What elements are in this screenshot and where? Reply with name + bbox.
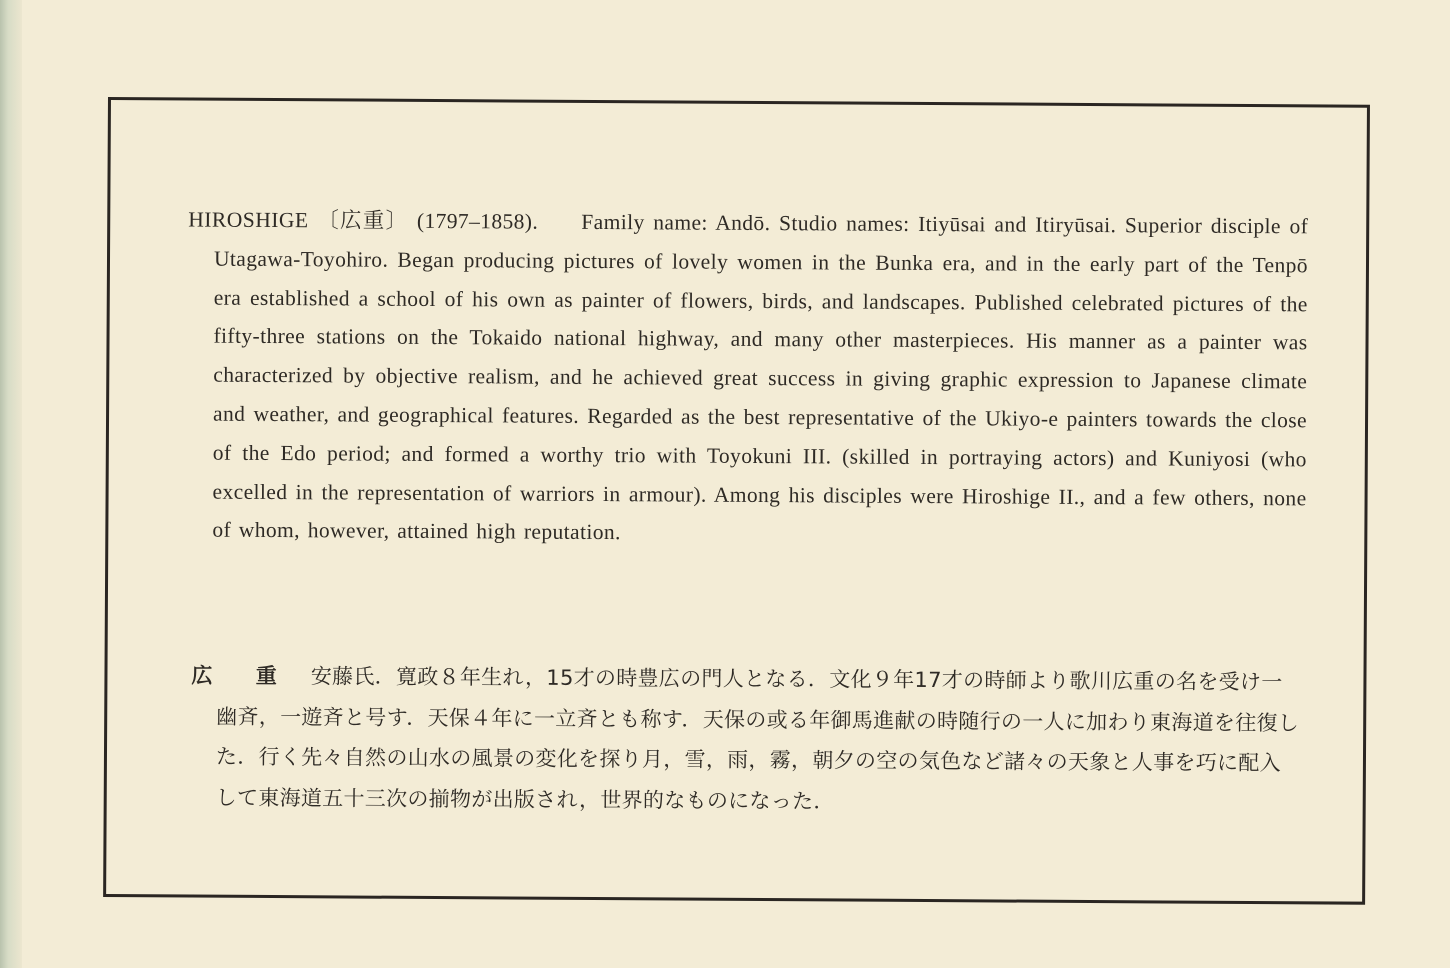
japanese-artist-name: 広 重 (191, 663, 295, 689)
page-edge-shadow (0, 0, 22, 968)
artist-kanji-name: 〔広重〕 (317, 208, 409, 233)
english-biography (186, 200, 1308, 556)
text-frame (103, 97, 1370, 905)
artist-name: HIROSHIGE (188, 207, 309, 233)
english-paragraph (186, 200, 1308, 556)
english-body: Family name: Andō. Studio names: Itiyūsai and Itiryūsai. Superior disciple of Utagawa-Toyohiro. Began producing pictures of lovely women in the Bunka era, and in the early part of the Tenpō era established a school of his own as painter of flowers, birds, and landscapes. Published celebrated pictures of the fifty-three stations on the Tokaido national highway, and many other masterpieces. His manner as a painter was characterized by objective realism, and he achieved great success in giving graphic expression to Japanese climate and weather, and geographical features. Regarded as the best representative of the Ukiyo-e painters towards the close of the Edo period; and formed a worthy trio with Toyokuni III. (skilled in portraying actors) and Kuniyosi (who excelled in the representation of warriors in armour). Among his disciples were Hiroshige II., and a few others, none of whom, however, attained high reputation. (212, 209, 1309, 545)
japanese-paragraph (191, 656, 1302, 825)
japanese-biography (191, 656, 1302, 825)
japanese-body: 安藤氏．寛政８年生れ，15才の時豊広の門人となる．文化９年17才の時師より歌川広重の名を受け一幽斉，一遊斉と号す．天保４年に一立斉とも称す．天保の或る年御馬進献の時随行の一人に加わり東海道を往復した．行く先々自然の山水の風景の変化を探り月，雪，雨，霧，朝夕の空の気色など諸々の天象と人事を巧に配入して東海道五十三次の揃物が出版され，世界的なものになった． (215, 664, 1300, 813)
artist-dates: (1797–1858). (416, 208, 539, 234)
